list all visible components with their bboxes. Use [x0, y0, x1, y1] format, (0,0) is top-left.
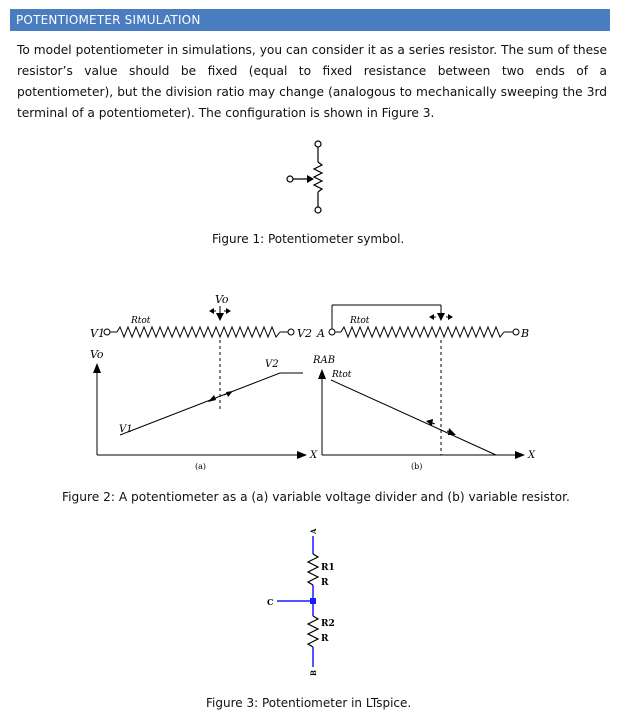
ltspice-node-c-label: C	[267, 597, 274, 607]
ltspice-r1-value: R	[321, 578, 329, 588]
panel-a-rtot-label: Rtot	[131, 316, 151, 326]
ltspice-r1-name: R1	[321, 563, 335, 573]
ltspice-node-a-label: A	[309, 528, 318, 534]
panel-a-v1-label: V1	[90, 327, 105, 340]
figure1-caption: Figure 1: Potentiometer symbol.	[212, 232, 405, 246]
section-title: POTENTIOMETER SIMULATION	[16, 13, 201, 27]
body-paragraph: To model potentiometer in simulations, you can consider it as a series resistor. The sum of these resistor’s value should be fixed (equal to fixed resistance between two ends of a potentiometer), but the division ratio may change (analogous to mechanically sweeping the 3rd terminal of a potentiometer). The configuration is shown in Figure 3.	[17, 43, 607, 120]
panel-a	[90, 293, 318, 471]
panel-b-rab-axis-label: RAB	[313, 355, 336, 366]
ltspice-r2-name: R2	[321, 619, 335, 629]
panel-b	[312, 305, 536, 471]
panel-b-label: (b)	[411, 462, 423, 471]
panel-a-label: (a)	[195, 462, 207, 471]
panel-b-a-label: A	[317, 327, 325, 340]
panel-b-rtot-level-label: Rtot	[332, 370, 352, 380]
panel-b-x-axis-label: X	[528, 450, 536, 461]
potentiometer-symbol-figure	[280, 138, 340, 220]
panel-a-v2-level-label: V2	[265, 359, 279, 370]
figure2-caption: Figure 2: A potentiometer as a (a) variable voltage divider and (b) variable resistor.	[62, 490, 570, 504]
panel-a-vo-top-label: Vo	[215, 293, 229, 306]
panel-b-b-label: B	[521, 327, 530, 340]
ltspice-r2-value: R	[321, 634, 329, 644]
panel-a-v1-level-label: V1	[119, 424, 133, 435]
panel-a-vo-axis-label: Vo	[90, 348, 104, 361]
panel-b-rtot-label: Rtot	[350, 316, 370, 326]
figure3-caption: Figure 3: Potentiometer in LTspice.	[206, 696, 412, 710]
panel-a-x-axis-label: X	[310, 450, 318, 461]
ltspice-potentiometer-figure	[255, 522, 375, 680]
panel-a-v2-label: V2	[297, 327, 312, 340]
ltspice-node-b-label: B	[309, 670, 318, 676]
section-header	[10, 9, 610, 31]
divider-resistor-figure	[85, 285, 545, 480]
